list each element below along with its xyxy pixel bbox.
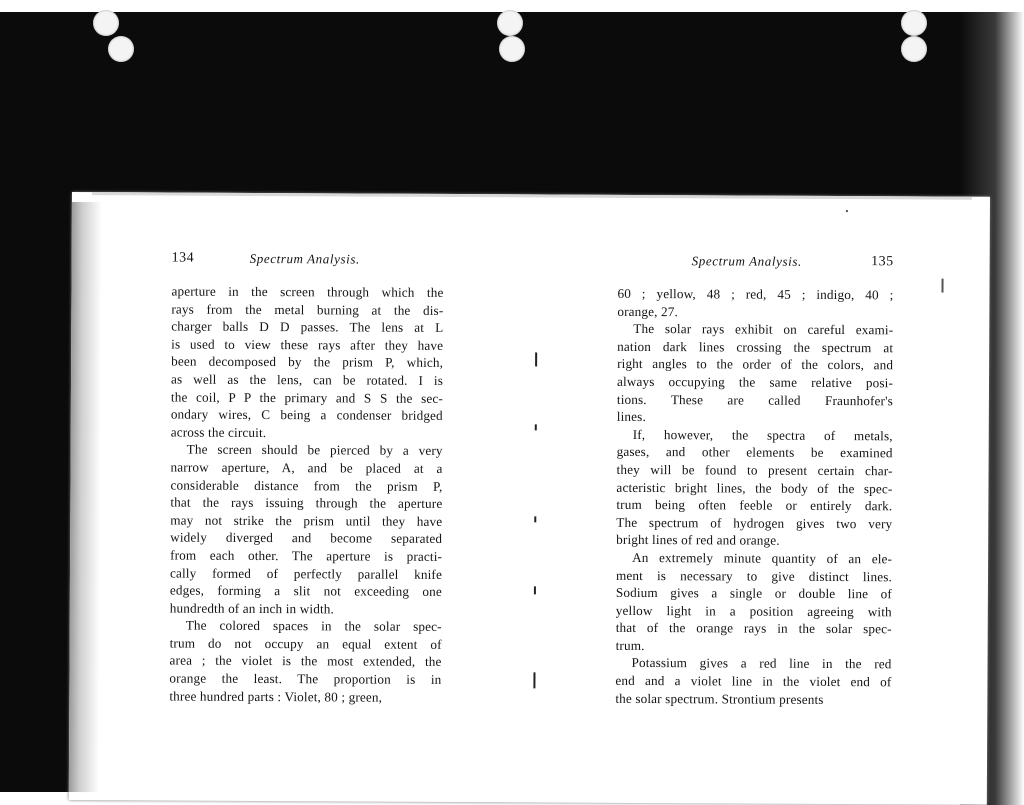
right-running-title: Spectrum Analysis. xyxy=(691,253,802,269)
text-line: The solar rays exhibit on careful exami- xyxy=(633,321,894,338)
text-line: The screen should be pierced by a very xyxy=(186,441,443,459)
text-line: they will be found to present certain char- xyxy=(616,461,893,479)
text-line: An extremely minute quantity of an ele- xyxy=(632,549,893,567)
text-line: tions. These are called Fraunhofer's xyxy=(616,391,893,408)
text-line: three hundred parts : Violet, 80 ; green, xyxy=(169,688,383,705)
text-line: narrow aperture, A, and be placed at a xyxy=(170,459,443,476)
text-line: cally formed of perfectly parallel knife xyxy=(169,565,443,582)
text-line: may not strike the prism until they have xyxy=(170,512,443,529)
text-line: edges, forming a slit not exceeding one xyxy=(169,582,442,600)
binder-hole-right-top xyxy=(901,10,927,36)
text-line: widely diverged and become separated xyxy=(170,529,443,547)
binder-hole-left-top xyxy=(93,10,119,36)
left-running-head xyxy=(172,251,444,274)
text-line: right angles to the order of the colors, and xyxy=(617,356,894,373)
gutter-mark xyxy=(534,516,536,522)
text-line: yellow light in a position agreeing with xyxy=(615,602,892,619)
open-book xyxy=(69,192,990,805)
text-line: charger balls D D passes. The lens at L xyxy=(171,318,444,336)
gutter-mark xyxy=(534,586,536,594)
left-page xyxy=(169,251,443,707)
right-page xyxy=(615,253,893,709)
book-left-edge xyxy=(69,202,102,792)
gutter-mark xyxy=(535,352,537,366)
text-line: gases, and other elements be examined xyxy=(616,444,893,461)
right-body-text xyxy=(615,285,893,709)
text-line: is used to view these rays after they have xyxy=(171,336,444,353)
gutter-mark xyxy=(533,672,535,688)
left-running-title: Spectrum Analysis. xyxy=(249,250,360,267)
text-line: If, however, the spectra of metals, xyxy=(632,426,893,444)
right-running-head xyxy=(618,253,894,276)
right-page-number: 135 xyxy=(871,254,894,270)
text-line: nation dark lines crossing the spectrum at xyxy=(617,338,894,356)
text-line: trum. xyxy=(615,637,645,653)
text-line: from each other. The aperture is practi- xyxy=(170,547,443,564)
binder-hole-middle-top xyxy=(497,10,523,36)
text-line: trum being often feeble or entirely dark. xyxy=(616,496,893,514)
text-line: ment is necessary to give distinct lines. xyxy=(615,567,893,584)
gutter-mark xyxy=(535,424,537,430)
text-line: lines. xyxy=(616,409,646,425)
text-line: that the rays issuing through the aperture xyxy=(170,494,443,512)
binder-hole-right-bottom xyxy=(901,36,927,62)
text-line: always occupying the same relative posi- xyxy=(616,373,894,391)
text-line: considerable distance from the prism P, xyxy=(170,477,443,494)
text-line: bright lines of red and orange. xyxy=(616,532,780,549)
binder-hole-middle-bottom xyxy=(499,36,525,62)
scan-speck xyxy=(846,210,848,212)
text-line: end and a violet line in the violet end of xyxy=(615,672,892,690)
left-body-text xyxy=(169,283,443,707)
text-line: 60 ; yellow, 48 ; red, 45 ; indigo, 40 ; xyxy=(617,285,894,303)
text-line: orange the least. The proportion is in xyxy=(169,670,442,688)
text-line: the solar spectrum. Strontium presents xyxy=(615,690,824,707)
text-line: acteristic bright lines, the body of the spec- xyxy=(616,479,893,496)
text-line: Potassium gives a red line in the red xyxy=(631,655,892,672)
text-line: orange, 27. xyxy=(617,303,679,319)
text-line: hundredth of an inch in width. xyxy=(169,600,335,617)
text-line: as well as the lens, can be rotated. I is xyxy=(170,371,444,388)
text-line: ondary wires, C being a condenser bridged xyxy=(170,406,443,424)
text-line: rays from the metal burning at the dis- xyxy=(171,301,444,318)
text-line: across the circuit. xyxy=(170,424,267,440)
text-line: The spectrum of hydrogen gives two very xyxy=(616,514,893,532)
text-line: Sodium gives a single or double line of xyxy=(615,584,892,602)
text-line: been decomposed by the prism P, which, xyxy=(171,353,444,371)
left-page-number: 134 xyxy=(171,250,195,266)
text-line: trum do not occupy an equal extent of xyxy=(169,635,442,652)
text-line: the coil, P P the primary and S S the sec- xyxy=(170,389,443,406)
text-line: area ; the violet is the most extended, the xyxy=(169,652,442,670)
text-line: aperture in the screen through which the xyxy=(171,283,444,300)
scan-speck xyxy=(941,279,943,293)
text-line: that of the orange rays in the solar spec- xyxy=(615,620,892,637)
text-line: The colored spaces in the solar spec- xyxy=(185,617,442,635)
binder-hole-left-bottom xyxy=(108,36,134,62)
